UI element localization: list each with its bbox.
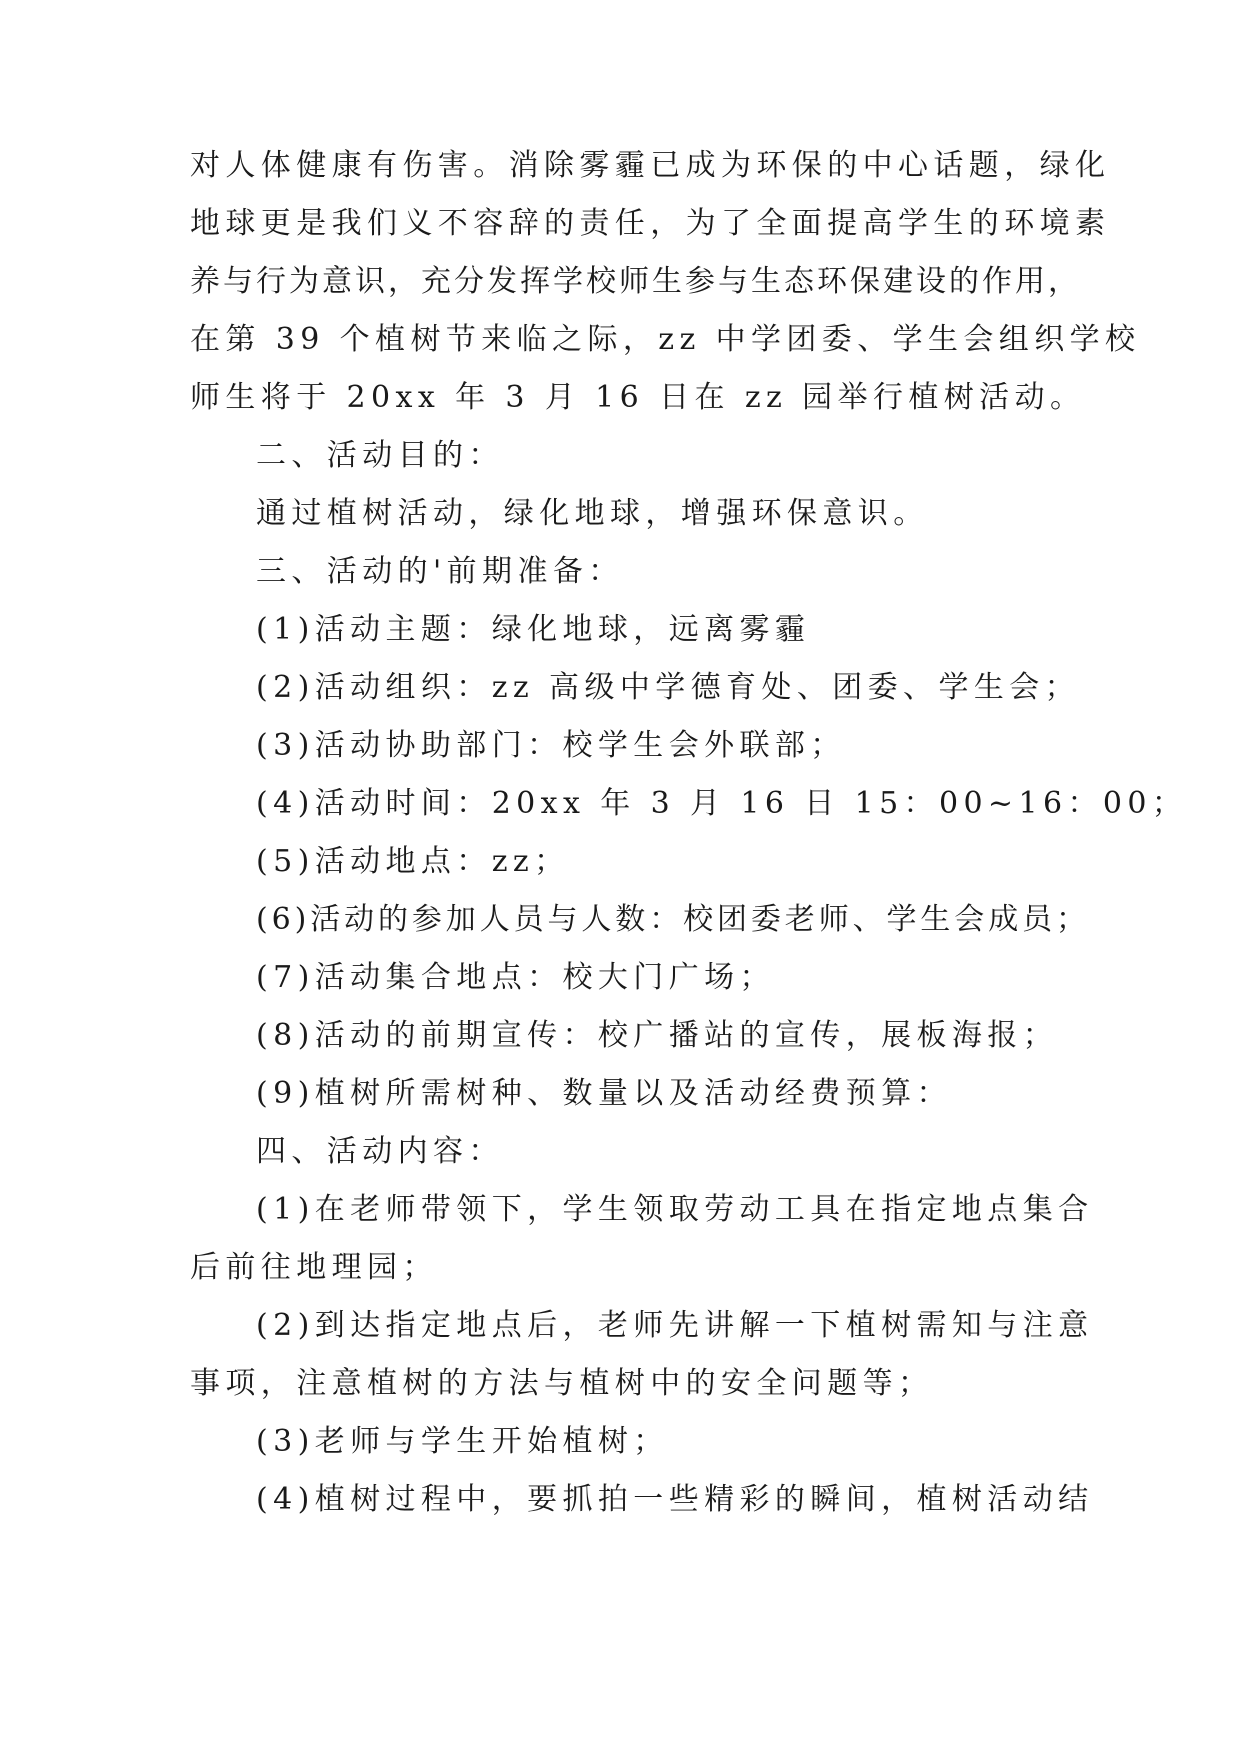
list-item: (9)植树所需树种、数量以及活动经费预算：	[256, 1076, 952, 1111]
section-heading: 四、活动内容：	[256, 1134, 504, 1169]
list-item: (2)活动组织：zz 高级中学德育处、团委、学生会；	[256, 670, 1081, 705]
paragraph-line: 后前往地理园；	[190, 1250, 438, 1285]
list-item: (5)活动地点：zz；	[256, 844, 570, 879]
list-item: (3)活动协助部门：校学生会外联部；	[256, 728, 846, 763]
list-item: (3)老师与学生开始植树；	[256, 1424, 669, 1459]
section-heading: 二、活动目的：	[256, 438, 504, 473]
paragraph-line: 对人体健康有伤害。消除雾霾已成为环保的中心话题，绿化	[190, 148, 1111, 183]
list-item: (1)活动主题：绿化地球，远离雾霾	[256, 612, 811, 647]
list-item: (4)活动时间：20xx 年 3 月 16 日 15：00~16：00；	[256, 786, 1188, 821]
paragraph-line: 事项，注意植树的方法与植树中的安全问题等；	[190, 1366, 934, 1401]
list-item: (2)到达指定地点后，老师先讲解一下植树需知与注意	[256, 1308, 1094, 1343]
paragraph-line: 地球更是我们义不容辞的责任，为了全面提高学生的环境素	[190, 206, 1111, 241]
paragraph-line: 师生将于 20xx 年 3 月 16 日在 zz 园举行植树活动。	[190, 380, 1086, 415]
list-item: (1)在老师带领下，学生领取劳动工具在指定地点集合	[256, 1192, 1094, 1227]
paragraph-line: 通过植树活动，绿化地球，增强环保意识。	[256, 496, 929, 531]
section-heading: 三、活动的'前期准备：	[256, 554, 624, 589]
paragraph-line: 养与行为意识，充分发挥学校师生参与生态环保建设的作用，	[190, 264, 1081, 299]
list-item: (7)活动集合地点：校大门广场；	[256, 960, 775, 995]
list-item: (4)植树过程中，要抓拍一些精彩的瞬间，植树活动结	[256, 1482, 1094, 1517]
list-item: (6)活动的参加人员与人数：校团委老师、学生会成员；	[256, 902, 1090, 937]
list-item: (8)活动的前期宣传：校广播站的宣传，展板海报；	[256, 1018, 1059, 1053]
paragraph-line: 在第 39 个植树节来临之际，zz 中学团委、学生会组织学校	[190, 322, 1141, 357]
